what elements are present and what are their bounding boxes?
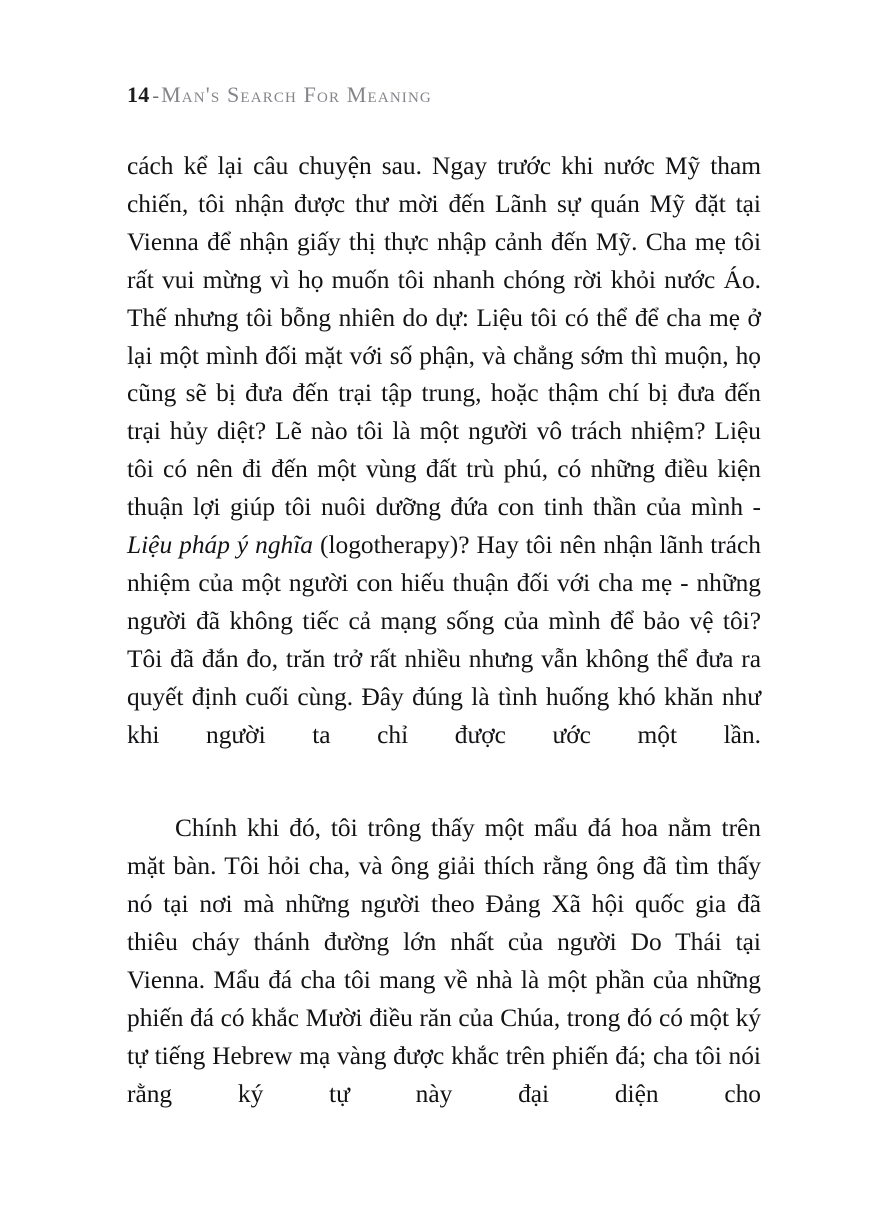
- text-run: (logotherapy)? Hay tôi nên nhận lãnh trách nhiệm của một người con hiếu thuận đối với cha mẹ - những người đã không tiếc cả mạng sống của mình để bảo vệ tôi? Tôi đã đắn đo, trăn trở rất nhiều nhưng vẫn không thể đưa ra quyết định cuối cùng. Đây đúng là tình huống khó khăn như khi người ta chỉ được ước một lần.: [127, 531, 762, 749]
- body-text-block: [127, 148, 761, 1152]
- text-run: Chính khi đó, tôi trông thấy một mẩu đá hoa nằm trên mặt bàn. Tôi hỏi cha, và ông giải thích rằng ông đã tìm thấy nó tại nơi mà những người theo Đảng Xã hội quốc gia đã thiêu cháy thánh đường lớn nhất của người Do Thái tại Vienna. Mẩu đá cha tôi mang về nhà là một phần của những phiến đá có khắc Mười điều răn của Chúa, trong đó có một ký tự tiếng Hebrew mạ vàng được khắc trên phiến đá; cha tôi nói rằng ký tự này đại diện cho: [127, 814, 761, 1108]
- book-title: Man's Search For Meaning: [161, 82, 432, 107]
- italic-work-title: Liệu pháp ý nghĩa: [127, 531, 314, 560]
- running-head-separator: -: [152, 85, 160, 107]
- paragraph-2: [127, 810, 761, 1151]
- running-head: [127, 82, 761, 109]
- text-run: cách kể lại câu chuyện sau. Ngay trước khi nước Mỹ tham chiến, tôi nhận được thư mời đến Lãnh sự quán Mỹ đặt tại Vienna để nhận giấy thị thực nhập cảnh đến Mỹ. Cha mẹ tôi rất vui mừng vì họ muốn tôi nhanh chóng rời khỏi nước Áo. Thế nhưng tôi bỗng nhiên do dự: Liệu tôi có thể để cha mẹ ở lại một mình đối mặt với số phận, và chẳng sớm thì muộn, họ cũng sẽ bị đưa đến trại tập trung, hoặc thậm chí bị đưa đến trại hủy diệt? Lẽ nào tôi là một người vô trách nhiệm? Liệu tôi có nên đi đến một vùng đất trù phú, có những điều kiện thuận lợi giúp tôi nuôi dưỡng đứa con tinh thần của mình -: [127, 152, 761, 522]
- page-number: 14: [127, 82, 150, 107]
- paragraph-1: [127, 148, 761, 792]
